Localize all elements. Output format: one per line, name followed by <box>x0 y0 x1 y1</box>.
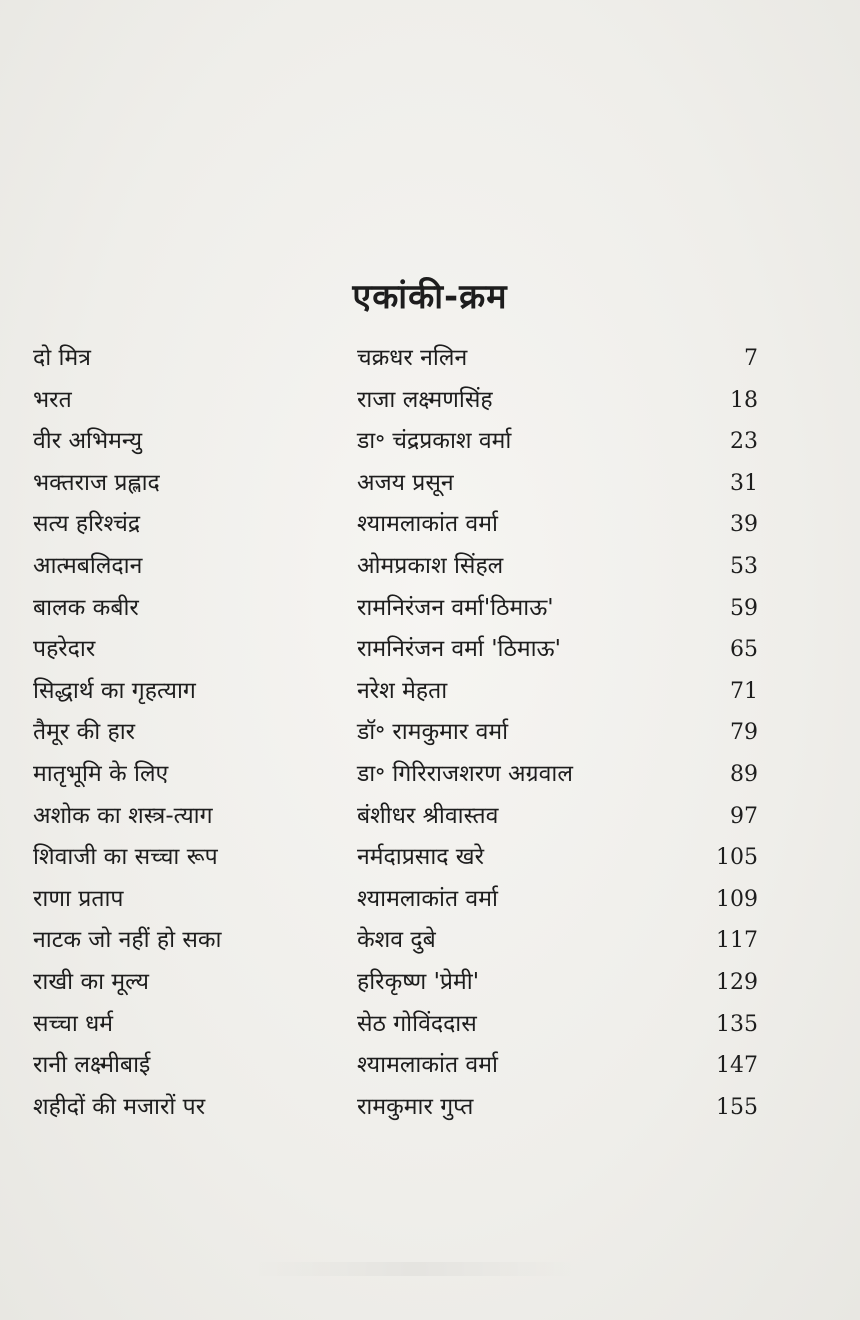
toc-entry <box>0 754 860 796</box>
faint-footer-bleed <box>250 1262 580 1276</box>
toc-entry <box>0 1045 860 1087</box>
page-number: 135 <box>716 1011 758 1037</box>
page-number: 18 <box>730 387 758 413</box>
author-name: रामकुमार गुप्त <box>357 1093 474 1120</box>
play-title: रानी लक्ष्मीबाई <box>33 1052 151 1079</box>
page-number: 7 <box>744 346 758 371</box>
toc-entry <box>0 712 860 754</box>
author-name: चक्रधर नलिन <box>357 345 468 371</box>
author-name: श्यामलाकांत वर्मा <box>357 1052 498 1079</box>
play-title: बालक कबीर <box>33 594 139 621</box>
play-title: पहरेदार <box>33 636 96 663</box>
play-title: भरत <box>33 386 72 413</box>
play-title: सिद्धार्थ का गृहत्याग <box>33 677 196 704</box>
author-name: नर्मदाप्रसाद खरे <box>357 844 485 871</box>
play-title: सच्चा धर्म <box>33 1010 113 1037</box>
page-number: 117 <box>716 928 758 954</box>
play-title: आत्मबलिदान <box>33 552 143 579</box>
toc-entry <box>0 421 860 463</box>
page-number: 79 <box>730 720 758 746</box>
page-number: 109 <box>716 886 758 912</box>
toc-entry <box>0 380 860 422</box>
page-number: 89 <box>730 761 758 787</box>
author-name: राजा लक्ष्मणसिंह <box>357 386 493 413</box>
play-title: वीर अभिमन्यु <box>33 428 143 455</box>
author-name: केशव दुबे <box>357 927 436 954</box>
author-name: रामनिरंजन वर्मा'ठिमाऊ' <box>357 594 554 621</box>
play-title: नाटक जो नहीं हो सका <box>33 927 222 954</box>
author-name: रामनिरंजन वर्मा 'ठिमाऊ' <box>357 636 561 663</box>
page-number: 31 <box>730 470 758 496</box>
author-name: सेठ गोविंददास <box>357 1010 477 1037</box>
page-number: 71 <box>730 678 758 704</box>
page-number: 97 <box>730 803 758 829</box>
page-number: 105 <box>716 845 758 871</box>
page-number: 155 <box>716 1094 758 1120</box>
toc-entry <box>0 546 860 588</box>
toc-entry <box>0 629 860 671</box>
author-name: डॉ॰ रामकुमार वर्मा <box>357 719 509 746</box>
toc-entry <box>0 837 860 879</box>
toc-entry <box>0 962 860 1004</box>
toc-entry <box>0 796 860 838</box>
table-of-contents <box>0 338 860 1128</box>
page-number: 53 <box>730 553 758 579</box>
author-name: नरेश मेहता <box>357 677 448 704</box>
play-title: राणा प्रताप <box>33 885 124 912</box>
author-name: बंशीधर श्रीवास्तव <box>357 802 499 829</box>
page-number: 65 <box>730 637 758 663</box>
author-name: श्यामलाकांत वर्मा <box>357 885 498 912</box>
play-title: मातृभूमि के लिए <box>33 760 169 787</box>
play-title: राखी का मूल्य <box>33 968 149 995</box>
play-title: अशोक का शस्त्र-त्याग <box>33 802 213 829</box>
play-title: शिवाजी का सच्चा रूप <box>33 844 218 871</box>
toc-entry <box>0 1004 860 1046</box>
play-title: तैमूर की हार <box>33 719 136 746</box>
page-number: 59 <box>730 595 758 621</box>
page-number: 147 <box>716 1053 758 1079</box>
play-title: भक्तराज प्रह्लाद <box>33 469 160 496</box>
page-title: एकांकी-क्रम <box>352 277 508 317</box>
page-number: 129 <box>716 969 758 995</box>
toc-entry <box>0 588 860 630</box>
page-number: 39 <box>730 512 758 538</box>
author-name: डा॰ गिरिराजशरण अग्रवाल <box>357 760 573 787</box>
toc-entry <box>0 920 860 962</box>
toc-entry <box>0 504 860 546</box>
page-number: 23 <box>730 429 758 455</box>
play-title: दो मित्र <box>33 345 91 371</box>
toc-entry <box>0 1087 860 1129</box>
author-name: ओमप्रकाश सिंहल <box>357 552 504 579</box>
author-name: डा॰ चंद्रप्रकाश वर्मा <box>357 428 512 455</box>
author-name: श्यामलाकांत वर्मा <box>357 511 498 538</box>
toc-entry <box>0 463 860 505</box>
play-title: सत्य हरिश्चंद्र <box>33 511 141 538</box>
toc-entry <box>0 671 860 713</box>
author-name: अजय प्रसून <box>357 469 454 496</box>
toc-entry <box>0 338 860 380</box>
author-name: हरिकृष्ण 'प्रेमी' <box>357 968 480 995</box>
play-title: शहीदों की मजारों पर <box>33 1093 206 1120</box>
toc-entry <box>0 879 860 921</box>
